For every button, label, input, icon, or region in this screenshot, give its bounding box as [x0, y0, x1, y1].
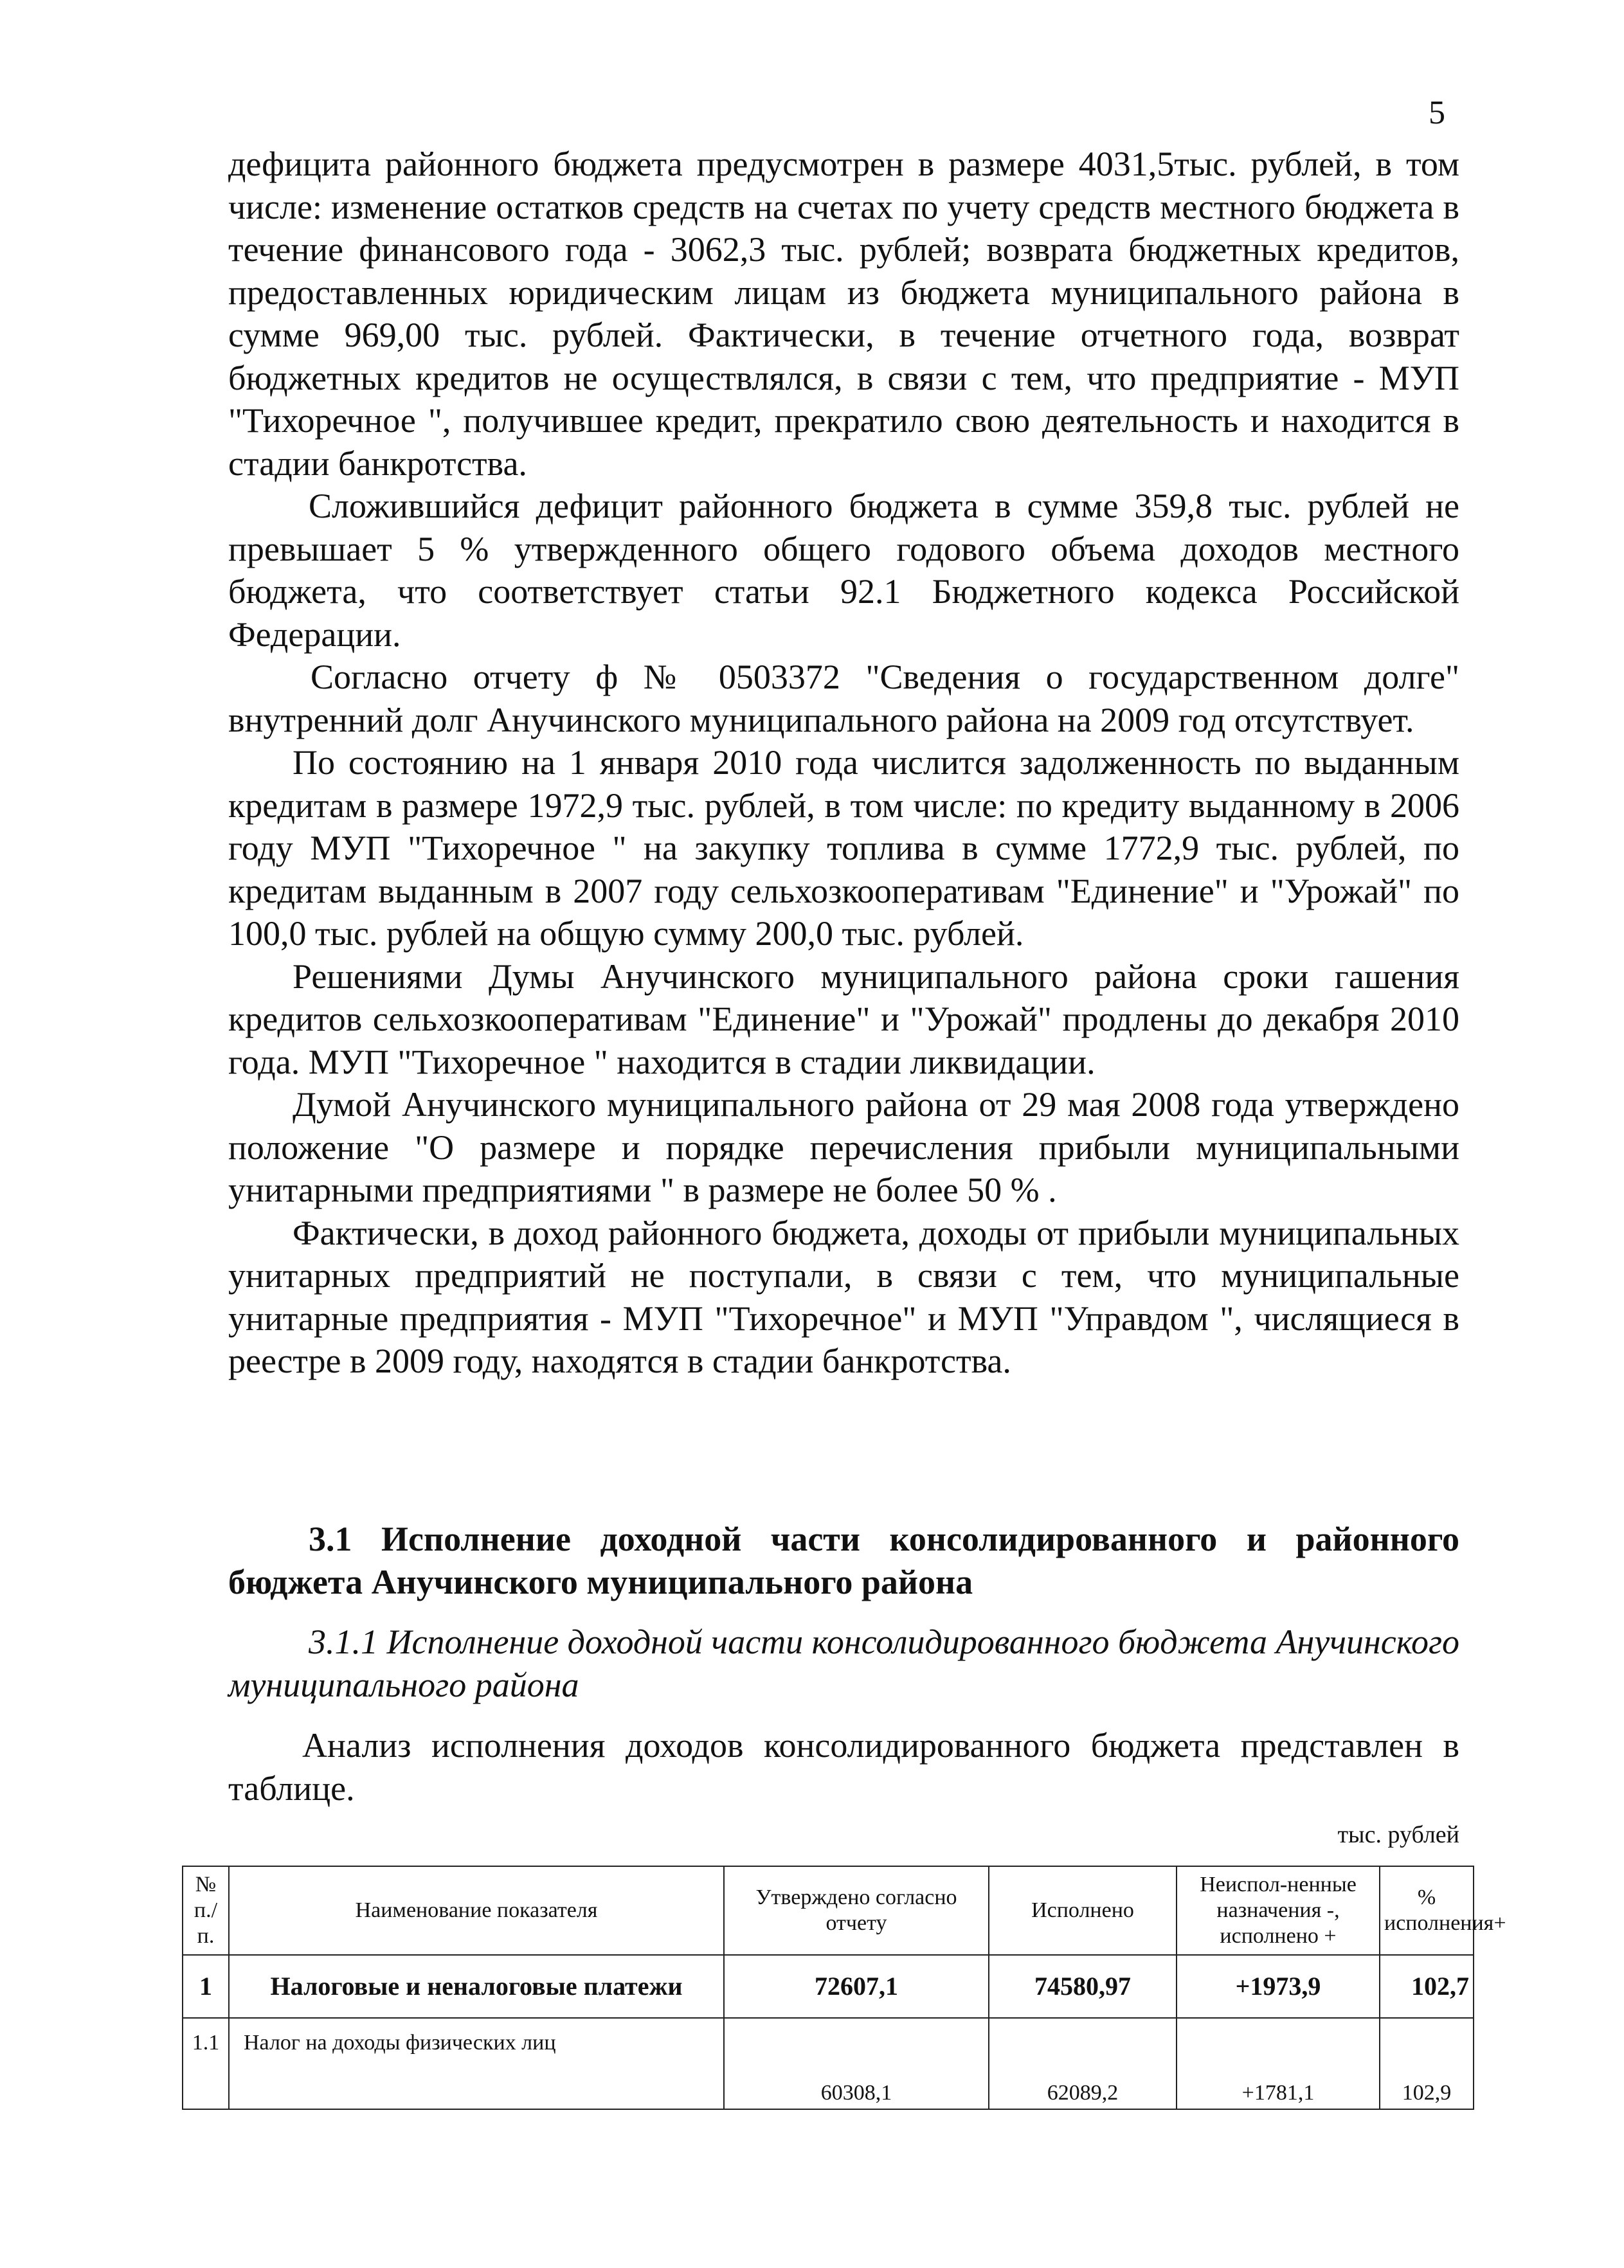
paragraph-deficit-limit: Сложившийся дефицит районного бюджета в сумме 359,8 тыс. рублей не превышает 5 % утвержденного общего годового объема доходов местного бюджета, что соответствует статьи 92.1 Бюджетного кодекса Российской Федерации.: [228, 487, 1459, 654]
paragraph-debt-report: Согласно отчету ф № 0503372 "Сведения о государственном долге" внутренний долг Анучинского муниципального района на 2009 год отсутствует.: [228, 658, 1459, 739]
paragraph-deficit: дефицита районного бюджета предусмотрен в размере 4031,5тыс. рублей, в том числе: изменение остатков средств на счетах по учету средств местного бюджета в течение финансового года - 3062,3 тыс. рублей; возврата бюджетных кредитов, предоставленных юридическим лицам из бюджета муниципального района в сумме 969,00 тыс. рублей. Фактически, в течение отчетного года, возврат бюджетных кредитов не осуществлялся, в связи с тем, что предприятие - МУП "Тихоречное ", получившее кредит, прекратило свою деятельность и находится в стадии банкротства.: [228, 145, 1459, 483]
header-percent: % исполнения+: [1380, 1866, 1474, 1955]
cell-unused: +1781,1: [1177, 2018, 1380, 2109]
header-executed: Исполнено: [989, 1866, 1177, 1955]
cell-executed: 62089,2: [989, 2018, 1177, 2109]
cell-num: 1: [183, 1955, 229, 2018]
paragraph-profit-fact: Фактически, в доход районного бюджета, доходы от прибыли муниципальных унитарных предприятий не поступали, в связи с тем, что муниципальные унитарные предприятия - МУП "Тихоречное" и МУП "Управдом ", числящиеся в реестре в 2009 году, находятся в стадии банкротства.: [228, 1213, 1459, 1380]
header-unused: Неиспол-ненные назначения -, исполнено +: [1177, 1866, 1380, 1955]
table-row: [183, 2018, 1474, 2109]
section-heading: 3.1 Исполнение доходной части консолидированного и районного бюджета Анучинского муниципального района: [228, 1520, 1459, 1601]
body-text: [228, 143, 1459, 1383]
cell-name: Налог на доходы физических лиц: [229, 2018, 724, 2109]
paragraph-profit-regulation: Думой Анучинского муниципального района от 29 мая 2008 года утверждено положение "О размере и порядке перечисления прибыли муниципальными унитарными предприятиями " в размере не более 50 % .: [228, 1085, 1459, 1209]
header-num: № п./п.: [183, 1866, 229, 1955]
cell-unused: +1973,9: [1177, 1955, 1380, 2018]
cell-approved: 72607,1: [724, 1955, 989, 2018]
header-approved: Утверждено согласно отчету: [724, 1866, 989, 1955]
cell-approved: 60308,1: [724, 2018, 989, 2109]
table-row: [183, 1955, 1474, 2018]
subsection-heading: 3.1.1 Исполнение доходной части консолидированного бюджета Анучинского муниципального района: [228, 1623, 1460, 1704]
cell-executed: 74580,97: [989, 1955, 1177, 2018]
cell-percent: 102,7: [1380, 1955, 1474, 2018]
header-name: Наименование показателя: [229, 1866, 724, 1955]
paragraph-duma-decisions: Решениями Думы Анучинского муниципального района сроки гашения кредитов сельхозкооперативам "Единение" и "Урожай" продлены до декабря 2010 года. МУП "Тихоречное " находится в стадии ликвидации.: [228, 957, 1459, 1081]
cell-num: 1.1: [183, 2018, 229, 2109]
paragraph-loans: По состоянию на 1 января 2010 года числится задолженность по выданным кредитам в размере 1972,9 тыс. рублей, в том числе: по кредиту выданному в 2006 году МУП "Тихоречное " на закупку топлива в сумме 1772,9 тыс. рублей, по кредитам выданным в 2007 году сельхозкооперативам "Единение" и "Урожай" по 100,0 тыс. рублей на общую сумму 200,0 тыс. рублей.: [228, 743, 1459, 953]
table-header-row: [183, 1866, 1474, 1955]
units-label: тыс. рублей: [1337, 1821, 1459, 1848]
cell-name: Налоговые и неналоговые платежи: [229, 1955, 724, 2018]
cell-percent: 102,9: [1380, 2018, 1474, 2109]
page-number: 5: [1429, 94, 1445, 131]
revenue-table: [182, 1866, 1506, 2110]
table-intro: Анализ исполнения доходов консолидированного бюджета представлен в таблице.: [228, 1726, 1459, 1808]
